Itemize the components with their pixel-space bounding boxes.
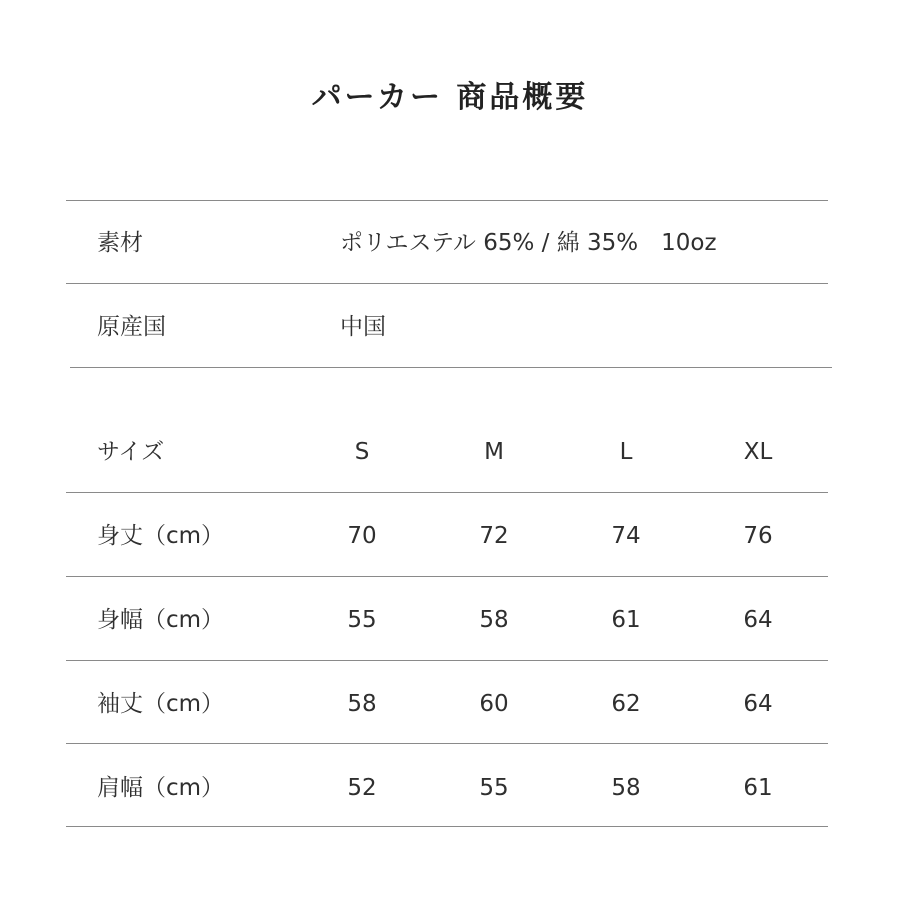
material-value: ポリエステル 65% / 綿 35% 10oz	[340, 230, 717, 256]
size-header-l: L	[619, 439, 633, 465]
divider	[66, 826, 828, 827]
size-header-label: サイズ	[97, 439, 165, 465]
table-cell: 64	[743, 691, 773, 717]
table-cell: 58	[479, 607, 509, 633]
table-cell: 55	[479, 775, 509, 801]
size-header-m: M	[484, 439, 504, 465]
size-header-xl: XL	[743, 439, 773, 465]
divider	[66, 660, 828, 661]
origin-value: 中国	[340, 314, 386, 340]
table-cell: 58	[611, 775, 641, 801]
table-cell: 60	[479, 691, 509, 717]
table-cell: 55	[347, 607, 377, 633]
row-label-body-length: 身丈（cm）	[97, 523, 225, 549]
divider	[66, 743, 828, 744]
divider	[66, 200, 828, 201]
divider	[70, 367, 832, 368]
divider	[66, 576, 828, 577]
row-label-shoulder-width: 肩幅（cm）	[97, 775, 225, 801]
row-label-body-width: 身幅（cm）	[97, 607, 225, 633]
material-label: 素材	[97, 230, 143, 256]
table-cell: 64	[743, 607, 773, 633]
origin-label: 原産国	[97, 314, 166, 340]
divider	[66, 283, 828, 284]
divider	[66, 492, 828, 493]
table-cell: 61	[611, 607, 641, 633]
table-cell: 76	[743, 523, 773, 549]
page-title: パーカー 商品概要	[311, 80, 589, 115]
table-cell: 52	[347, 775, 377, 801]
table-cell: 61	[743, 775, 773, 801]
table-cell: 74	[611, 523, 641, 549]
table-cell: 72	[479, 523, 509, 549]
table-cell: 58	[347, 691, 377, 717]
size-header-s: S	[354, 439, 370, 465]
table-cell: 70	[347, 523, 377, 549]
row-label-sleeve-length: 袖丈（cm）	[97, 691, 225, 717]
table-cell: 62	[611, 691, 641, 717]
